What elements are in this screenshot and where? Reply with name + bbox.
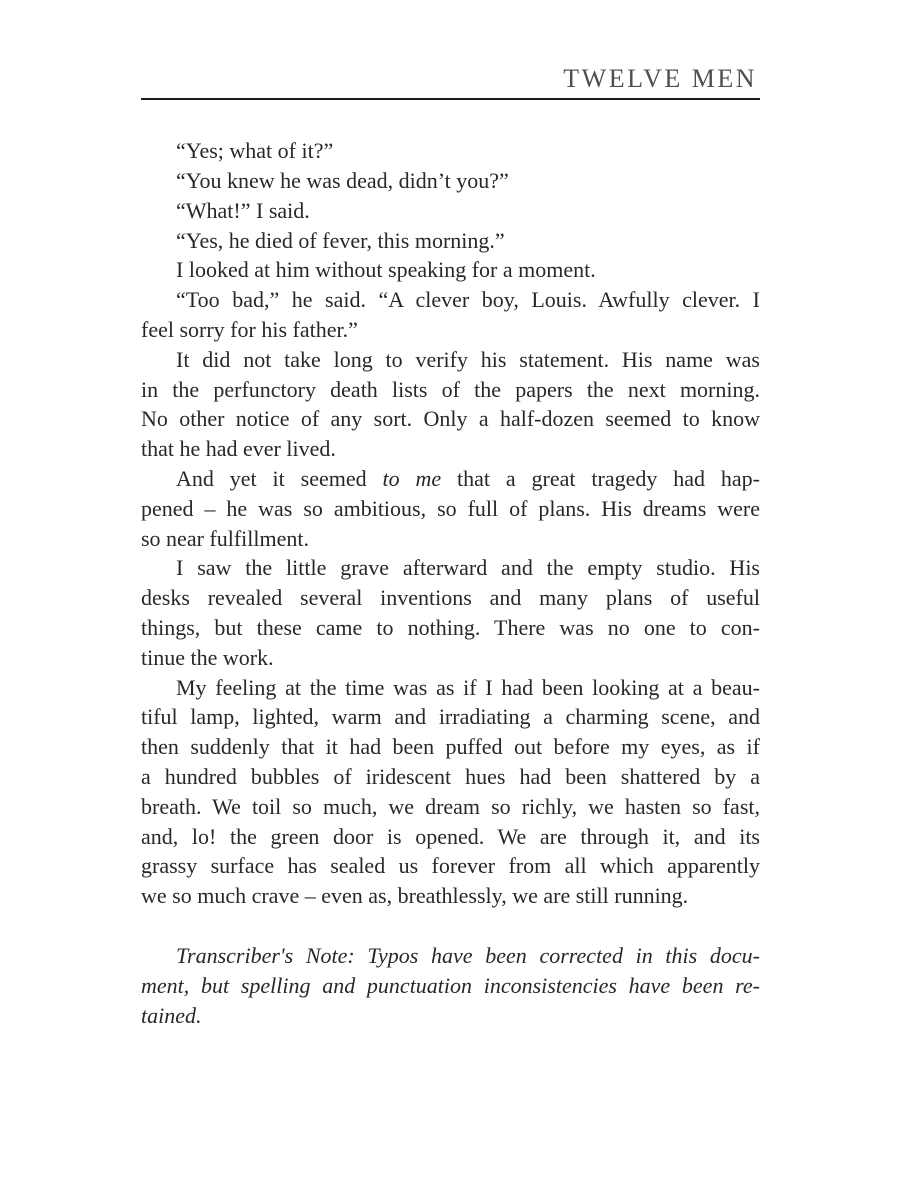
text-segment: pened – he was so ambitious, so full of plans. His dreams were [141,495,760,521]
text-line [141,822,760,852]
text-line [141,226,760,256]
text-line [141,971,760,1001]
text-segment: breath. We toil so much, we dream so richly, we hasten so fast, [141,793,760,819]
text-segment: And yet it seemed [176,465,383,491]
text-line [141,166,760,196]
text-segment: “You knew he was dead, didn’t you?” [176,167,509,193]
text-line [141,136,760,166]
text-segment: “Yes; what of it?” [176,138,334,164]
text-segment: that a great tragedy had hap- [441,465,761,491]
text-segment: in the perfunctory death lists of the papers the next morning. [141,376,760,402]
text-line [141,1001,760,1031]
text-line [141,345,760,375]
text-segment: we so much crave – even as, breathlessly, we are still running. [141,883,689,909]
text-segment: tained. [141,1002,202,1028]
text-segment: “Yes, he died of fever, this morning.” [176,227,505,253]
text-segment: I saw the little grave afterward and the empty studio. His [176,555,760,581]
text-segment: Transcriber's Note: Typos have been corrected in this docu- [176,942,760,968]
paragraph [141,464,760,553]
paragraph [141,196,760,226]
text-line [141,762,760,792]
transcriber-note [141,941,760,1030]
text-line [141,792,760,822]
paragraph [141,136,760,166]
text-line [141,464,760,494]
text-segment: grassy surface has sealed us forever from all which apparently [141,853,760,879]
page-body [141,136,760,1030]
paragraph [141,166,760,196]
paragraph [141,673,760,911]
text-line [141,524,760,554]
paragraph [141,226,760,256]
text-line [141,434,760,464]
text-line [141,196,760,226]
text-line [141,553,760,583]
text-line [141,315,760,345]
paragraph [141,553,760,672]
text-segment: “Too bad,” he said. “A clever boy, Louis. Awfully clever. I [176,287,760,313]
text-segment: and, lo! the green door is opened. We are through it, and its [141,823,760,849]
text-segment: I looked at him without speaking for a moment. [176,257,596,283]
text-segment: so near fulfillment. [141,525,310,551]
text-segment: a hundred bubbles of iridescent hues had been shattered by a [141,763,760,789]
text-line [141,613,760,643]
book-title: TWELVE MEN [563,64,757,93]
text-line [141,851,760,881]
text-column [141,0,760,1030]
paragraph [141,345,760,464]
text-segment: My feeling at the time was as if I had been looking at a beau- [176,674,760,700]
text-line [141,643,760,673]
header-rule [141,98,760,100]
text-segment: then suddenly that it had been puffed out before my eyes, as if [141,734,760,760]
text-line [141,941,760,971]
text-line [141,732,760,762]
text-line [141,404,760,434]
text-line [141,494,760,524]
text-segment: desks revealed several inventions and many plans of useful [141,585,760,611]
text-segment: tiful lamp, lighted, warm and irradiating a charming scene, and [141,704,760,730]
text-line [141,285,760,315]
paragraph [141,285,760,345]
text-segment: It did not take long to verify his statement. His name was [176,346,760,372]
text-line [141,375,760,405]
text-segment: ment, but spelling and punctuation inconsistencies have been re- [141,972,760,998]
text-segment: “What!” I said. [176,197,310,223]
text-segment: tinue the work. [141,644,274,670]
text-segment: feel sorry for his father.” [141,316,358,342]
text-line [141,673,760,703]
text-line [141,583,760,613]
text-segment: No other notice of any sort. Only a half-dozen seemed to know [141,406,760,432]
running-header [141,0,760,94]
paragraph [141,255,760,285]
text-segment: that he had ever lived. [141,436,336,462]
text-line [141,881,760,911]
text-line [141,255,760,285]
emphasized-text: to me [382,465,442,491]
text-line [141,702,760,732]
text-segment: things, but these came to nothing. There was no one to con- [141,614,760,640]
